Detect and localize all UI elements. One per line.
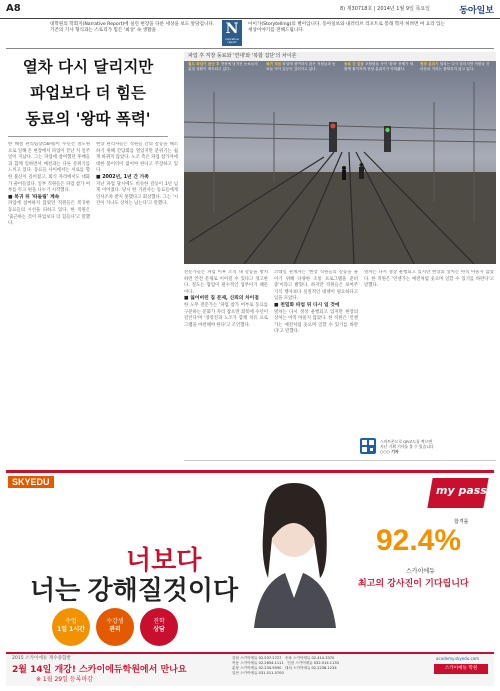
qr-note-line-2: 지난 기획 기사를 볼 수 있습니다 <box>380 444 434 449</box>
subheading: ■ 복귀 뒤 '따돌림' 계속 <box>8 194 60 200</box>
event-label: 2015 스카이에듀 재수종합반 <box>12 656 71 661</box>
qr-code-icon[interactable] <box>360 438 376 454</box>
feature-title: 진학 <box>153 618 165 625</box>
subheading: ■ 잃어버린 집 문제, 신뢰의 차이점 <box>184 296 259 302</box>
paragraph: 한 노무 전문가는 '파업 참가 여부로 동료를 구분하는 문화가 자리 잡으면 회복에 수년이 걸린다'며 '경영진과 노조가 함께 치유 프로그램을 마련해야 한다'고 조언했다. <box>184 302 268 328</box>
reporter-name: ○○○ 기자 <box>380 449 399 454</box>
feature-title: 수업 <box>65 618 77 625</box>
branch-list <box>232 656 432 676</box>
branch-item: 일산 스카이에듀 031.511.5700 <box>232 671 284 675</box>
article-column-4 <box>274 270 358 458</box>
photo-header: 파업 후 직장 동료와 '연대'와 '복합 집단'의 차이론 <box>184 52 496 61</box>
ad-tagline-1: 스카이에듀 <box>406 568 435 575</box>
page-number: A8 <box>6 3 21 14</box>
headline-line-3: 동료의 '왕따 폭력' <box>25 109 151 128</box>
event-line: 2월 14일 개강! 스카이에듀학원에서 만나요 <box>12 665 187 675</box>
reporter-box <box>360 438 494 456</box>
article-column-2 <box>96 142 178 460</box>
photo-caption-2 <box>266 62 338 71</box>
branch-item: 분당 스카이에듀 02.234.9590 <box>232 666 282 670</box>
brand-logo: SKYEDU <box>8 476 54 488</box>
paragraph: 전문가들은 파업 이후 조직 내 갈등을 방치하면 안전 문제로 이어질 수 있다고 경고한다. 철도는 협업이 필수적인 업무이기 때문이다. <box>184 270 268 295</box>
logo-subtitle: narrative report <box>225 37 239 44</box>
feature-circle-1 <box>52 608 90 646</box>
ad-headline-1: 너보다 <box>126 545 202 575</box>
caption-text: 현장에 남겨진 동료들의 분열 상황이 계속되고 있다. <box>188 62 258 71</box>
divider <box>184 460 496 461</box>
caption-lead: 철도 파업이 끝난 후 <box>188 62 220 66</box>
article-column-3 <box>184 270 268 458</box>
branch-item: 송파 스카이에듀 02.414.3370 <box>284 656 335 660</box>
paragraph: 열차는 다시 정상 운행되고 있지만 현장의 상처는 아직 아물지 않았다. 한 직원은 '언젠가는 예전처럼 웃으며 일할 수 있기를 바란다'고 말했다. <box>364 270 494 289</box>
paragraph: 한 해철 관리팀장(58세)이 수년간 철도원으로 일해 온 현장에서 파업이 끝난 지 일주일이 지났다. 그는 파업에 참여했던 후배들과 함께 일하면서 예전과는 다른 분위기를 느끼고 있다. 동료들 사이에서는 서로를 향한 불신이 깊어졌고, 회식 자리에서도 대화가 줄어들었다. 일부 직원들은 파업 참가 여부를 두고 편을 나누기 시작했다. <box>8 142 90 194</box>
page-header <box>0 0 500 19</box>
narrative-report-logo <box>222 20 242 46</box>
article-column-1 <box>8 142 90 460</box>
branch-item: 강남 스카이에듀 02.537.2727 <box>232 656 282 660</box>
ad-url[interactable]: academy.skyedu.com <box>436 656 480 661</box>
qr-code-graphic <box>360 438 376 454</box>
ad-top-bar <box>6 470 494 473</box>
paragraph: 현장 관리자들은 직원들 간의 갈등을 해소하기 위해 간담회를 열었지만 분위기는 쉽게 바뀌지 않았다. 노조 측은 파업 참가자에 대한 불이익이 없어야 한다고 주장하고 있다. <box>96 142 178 174</box>
branch-item: 대치 스카이에듀 02.2238.1234 <box>284 666 337 670</box>
issue-date: 8) 제30718호 | 2014년 1월 9일 목요일 <box>340 6 430 12</box>
feature-value: 1일 1시간 <box>57 626 85 633</box>
branch-item: 목동 스카이에듀 02.2654.1111 <box>232 661 284 665</box>
student-portrait <box>234 478 354 628</box>
paragraph: 열차는 다시 정상 운행되고 있지만 현장의 상처는 아직 아물지 않았다. 한 직원은 '언젠가는 예전처럼 웃으며 일할 수 있기를 바란다'고 말했다. <box>274 309 358 335</box>
caption-text: 열차는 다시 달리지만 직원들 간 마음의 거리는 좁혀지지 않고 있다. <box>420 62 490 71</box>
reporter-text <box>380 439 492 454</box>
feature-value: 상담 <box>153 626 165 633</box>
paragraph: 파업에 참여하지 않았던 직원들은 복귀한 동료들의 시선을 피하고 있다. 한 직원은 '출근하는 것이 파업보다 더 힘들다'고 말했다. <box>8 201 90 227</box>
caption-lead: 복귀 직원 <box>266 62 282 66</box>
railway-photo-image <box>184 52 496 264</box>
ad-headline-2: 너는 강해질것이다 <box>30 575 239 605</box>
caption-lead: 동료 간 갈등 <box>344 62 364 66</box>
feature-value: 관리 <box>109 626 121 633</box>
divider <box>8 136 168 137</box>
headline-line-1: 열차 다시 달리지만 <box>22 57 154 76</box>
pass-rate-label: 합격률 <box>454 519 469 525</box>
pass-rate-value: 92.4% <box>376 524 462 557</box>
ad-tagline-2: 최고의 강사진이 기다립니다 <box>358 579 469 589</box>
paragraph: 코레일 관계자는 '현장 직원들의 갈등을 줄이기 위해 다양한 소통 프로그램을 준비 중'이라고 밝혔다. 하지만 직원들은 보여주기식 행사보다 실질적인 대책이 필요하다고 입을 모았다. <box>274 270 358 302</box>
event-deadline: ※ 1월 29일 등록마감 <box>36 676 93 683</box>
feature-title: 수강생 <box>106 618 124 625</box>
photo-caption-4 <box>420 62 492 71</box>
subheading: ■ 천밀화 파업 뒤 다시 일 것에 <box>274 302 340 308</box>
intro-text-left: 대학원의 학회지(Narrative Report)에 실린 현장을 다룬 세상을 보도 앞당깁니다. 기존의 기사 형식과는 스토리가 힘든 '최상' 속 생활을 <box>50 22 215 34</box>
photo-caption-3 <box>344 62 416 71</box>
newspaper-name: 동아일보 <box>459 6 494 16</box>
logo-letter: N <box>225 21 239 37</box>
subheading: ■ 2002년, 1년 간 가족 <box>96 174 149 180</box>
feature-circle-2 <box>96 608 134 646</box>
railway-photo <box>184 52 496 264</box>
skyedu-advertisement[interactable] <box>6 470 494 686</box>
qr-note-line-1: 스마트폰으로 QR코드를 찍으면 <box>380 439 433 444</box>
headline-line-2: 파업보다 더 힘든 <box>30 83 146 102</box>
paragraph: 지난 파업 당시에도 비슷한 갈등이 1년 넘게 이어졌다. 당시 한 기관사는 동료들에게 인사조차 받지 못했다고 회상했다. 그는 '시간이 지나도 상처는 남는다'고 말했다. <box>96 181 178 207</box>
caption-lead: 현장 분위기 <box>420 62 439 66</box>
caption-text: 조합원들 사이 '왕따' 문제가 새롭게 불거지며 현장 분위기가 악화됐다. <box>344 62 414 71</box>
my-pass-badge: my pass <box>436 484 487 497</box>
intro-text-right: 아이가(Storytelling)의 별미입니다. 동아일보와 내러티브 리포트로 봉래 학자 허려면 여 요리 있는 세상이야기를 전해드립니다. <box>248 22 445 34</box>
branch-item: 인천 스카이에듀 032.514.1133 <box>287 661 339 665</box>
article-column-5 <box>364 270 494 434</box>
photo-caption-1 <box>188 62 260 71</box>
divider <box>6 48 494 49</box>
ad-cta-button[interactable]: 스카이에듀 학원 <box>434 664 488 674</box>
caption-text: 파업에 참여하지 않은 직원들과 동료들 사이 갈등이 깊어지고 있다. <box>266 62 336 71</box>
feature-circle-3 <box>140 608 178 646</box>
